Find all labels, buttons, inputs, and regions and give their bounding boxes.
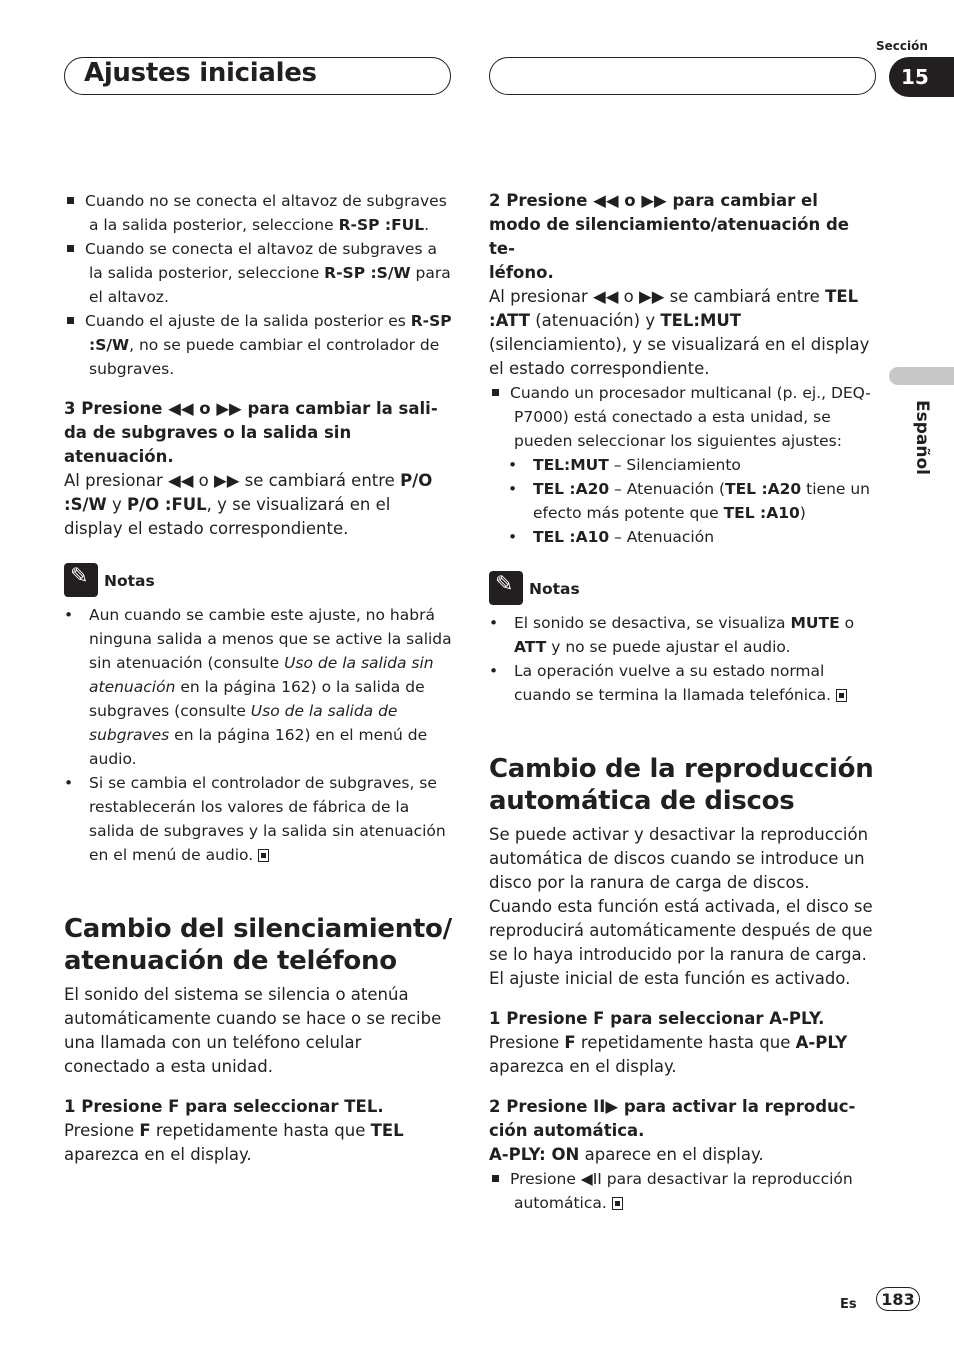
option-item: • TEL:MUT – Silenciamiento [508,456,741,474]
language-label: Español [912,400,932,475]
language-tab [889,367,954,385]
note-item: • Aun cuando se cambie este ajuste, no habrá ninguna salida a menos que se active la salida sin atenuación (consulte Uso de la salida sin atenuación en la página 162) o la salida de subgraves (consulte Uso de la salida de subgraves en la página 162) en el menú de audio. [64,606,452,768]
section-intro: Se puede activar y desactivar la reproducción automática de discos cuando se introduce un disco por la ranura de carga de discos. Cuando esta función está activada, el disco se reproducirá automáticamente después de que se lo haya introducido por la ranura de carga. El ajuste inicial de esta función es activado. [489,825,873,988]
step-body: Al presionar ◀◀ o ▶▶ se cambiará entre TEL :ATT (atenuación) y TEL:MUT (silenciamiento), y se visualizará en el display el estado correspondiente. [489,287,870,378]
note-item: • Si se cambia el controlador de subgraves, se restablecerán los valores de fábrica de la salida de subgraves y la salida sin atenuación en el menú de audio. [64,774,446,864]
bullet-item: Cuando no se conecta el altavoz de subgraves a la salida posterior, seleccione R-SP :FUL. [64,189,452,237]
option-item: • TEL :A10 – Atenuación [508,528,715,546]
step-body: A-PLY: ON aparece en el display. [489,1145,764,1164]
section-heading: Cambio del silenciamiento/ atenuación de teléfono [64,914,452,976]
step-heading: 2 Presione ◀◀ o ▶▶ para cambiar el modo de silenciamiento/atenuación de te- léfono. [489,191,849,282]
step-body: Presione F repetidamente hasta que TEL aparezca en el display. [64,1121,404,1164]
step-heading: 1 Presione F para seleccionar A-PLY. [489,1009,825,1028]
notes-label: Notas [529,580,580,598]
right-column [489,189,877,1215]
end-mark-icon [258,849,269,862]
step-body: Al presionar ◀◀ o ▶▶ se cambiará entre P/O :S/W y P/O :FUL, y se visualizará en el display el estado correspondiente. [64,471,433,538]
note-item: • La operación vuelve a su estado normal cuando se termina la llamada telefónica. [489,659,877,707]
note-pencil-icon [489,571,523,605]
section-number-badge: 15 [889,57,954,97]
note-item: • El sonido se desactiva, se visualiza MUTE o ATT y no se puede ajustar el audio. [489,614,855,656]
header-right-frame [489,57,876,95]
step-heading: 1 Presione F para seleccionar TEL. [64,1097,384,1116]
notes-label: Notas [104,572,155,590]
section-label: Sección [876,39,928,53]
left-column [64,189,452,1167]
step-body: Presione F repetidamente hasta que A-PLY aparezca en el display. [489,1033,848,1076]
step-heading: 2 Presione II▶ para activar la reproduc- ción automática. [489,1097,856,1140]
bullet-item: Presione ◀II para desactivar la reproducción automática. [489,1167,877,1215]
section-heading: Cambio de la reproducción automática de discos [489,754,874,816]
note-pencil-icon [64,563,98,597]
footer-language: Es [840,1297,857,1312]
option-item: • TEL :A20 – Atenuación (TEL :A20 tiene un efecto más potente que TEL :A10) [508,480,870,522]
page-title: Ajustes iniciales [84,58,317,88]
bullet-item: Cuando se conecta el altavoz de subgraves a la salida posterior, seleccione R-SP :S/W para el altavoz. [64,237,452,309]
notes-header [489,571,877,607]
end-mark-icon [836,689,847,702]
bullet-item: Cuando un procesador multicanal (p. ej., DEQ-P7000) está conectado a esta unidad, se pueden seleccionar los siguientes ajustes: [489,381,877,453]
section-intro: El sonido del sistema se silencia o atenúa automáticamente cuando se hace o se recibe una llamada con un teléfono celular conectado a esta unidad. [64,985,442,1076]
page-number: 183 [876,1287,920,1311]
step-heading: 3 Presione ◀◀ o ▶▶ para cambiar la sali- da de subgraves o la salida sin atenuación. [64,399,438,466]
end-mark-icon [612,1197,623,1210]
bullet-item: Cuando el ajuste de la salida posterior es R-SP :S/W, no se puede cambiar el controlador de subgraves. [64,309,452,381]
notes-header [64,563,452,599]
